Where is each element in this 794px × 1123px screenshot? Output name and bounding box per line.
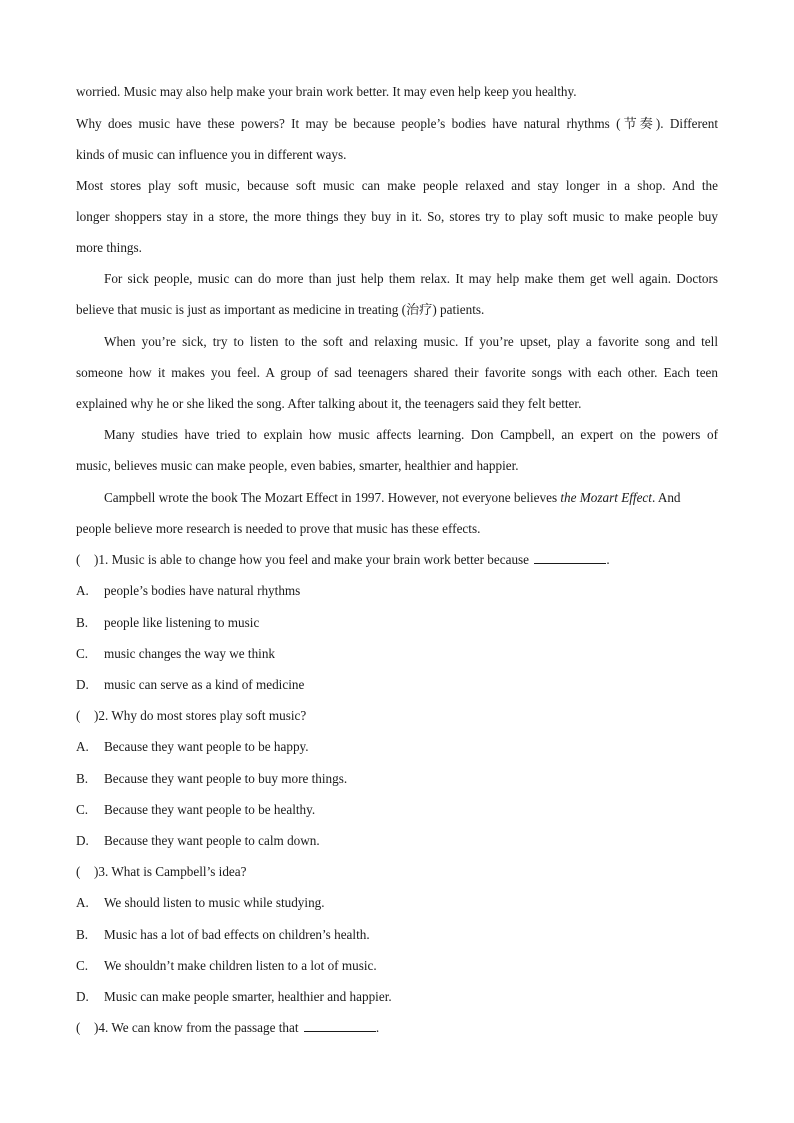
option-text: music can serve as a kind of medicine xyxy=(104,677,305,692)
option-text: Because they want people to be healthy. xyxy=(104,802,316,817)
answer-bracket[interactable]: ( xyxy=(76,1020,81,1035)
question-text: )3. What is Campbell’s idea? xyxy=(94,864,247,879)
passage-text: Campbell wrote the book The Mozart Effect in 1997. However, not everyone believes xyxy=(104,490,561,505)
option-2a[interactable] xyxy=(76,739,309,755)
option-3a[interactable] xyxy=(76,895,325,911)
option-letter: B. xyxy=(76,771,89,786)
option-1d[interactable] xyxy=(76,677,304,693)
answer-blank[interactable] xyxy=(534,552,606,564)
option-1b[interactable] xyxy=(76,615,259,631)
question-end: . xyxy=(375,1020,380,1035)
option-text: music changes the way we think xyxy=(104,646,276,661)
option-text: Because they want people to be happy. xyxy=(104,739,309,754)
book-title-italic: the Mozart Effect xyxy=(560,490,652,505)
question-end: . xyxy=(606,552,610,567)
answer-blank[interactable] xyxy=(304,1020,376,1032)
question-text: )4. We can know from the passage that xyxy=(94,1020,299,1035)
option-letter: D. xyxy=(76,989,89,1004)
question-1 xyxy=(76,552,610,568)
option-2d[interactable] xyxy=(76,833,320,849)
option-2c[interactable] xyxy=(76,802,315,818)
option-3b[interactable] xyxy=(76,927,370,943)
question-3 xyxy=(76,864,246,880)
option-text: We should listen to music while studying. xyxy=(104,895,325,910)
passage-line: someone how it makes you feel. A group of sad teenagers shared their favorite songs with each other. Each teen xyxy=(76,365,718,380)
passage-line: kinds of music can influence you in different ways. xyxy=(76,147,347,162)
option-letter: C. xyxy=(76,646,89,661)
passage-line: For sick people, music can do more than just help them relax. It may help make them get well again. Doctors xyxy=(104,271,718,286)
question-text: )1. Music is able to change how you feel and make your brain work better because xyxy=(94,552,530,567)
passage-line: people believe more research is needed to prove that music has these effects. xyxy=(76,521,481,536)
option-letter: D. xyxy=(76,833,89,848)
option-2b[interactable] xyxy=(76,771,347,787)
passage-line xyxy=(104,490,718,506)
option-letter: C. xyxy=(76,802,89,817)
option-1a[interactable] xyxy=(76,583,300,599)
answer-bracket[interactable]: ( xyxy=(76,708,81,723)
option-text: Because they want people to calm down. xyxy=(104,833,320,848)
option-text: people like listening to music xyxy=(104,615,260,630)
passage-line: music, believes music can make people, even babies, smarter, healthier and happier. xyxy=(76,458,519,473)
option-text: Music has a lot of bad effects on children’s health. xyxy=(104,927,370,942)
answer-bracket[interactable]: ( xyxy=(76,552,81,567)
option-1c[interactable] xyxy=(76,646,275,662)
passage-line: explained why he or she liked the song. After talking about it, the teenagers said they felt better. xyxy=(76,396,582,411)
option-letter: B. xyxy=(76,927,89,942)
passage-line: believe that music is just as important as medicine in treating (治疗) patients. xyxy=(76,302,485,317)
option-letter: D. xyxy=(76,677,89,692)
option-3d[interactable] xyxy=(76,989,392,1005)
option-letter: A. xyxy=(76,583,89,598)
question-4 xyxy=(76,1020,379,1036)
option-text: We shouldn’t make children listen to a lot of music. xyxy=(104,958,377,973)
option-text: Music can make people smarter, healthier and happier. xyxy=(104,989,392,1004)
option-letter: B. xyxy=(76,615,89,630)
option-text: Because they want people to buy more things. xyxy=(104,771,348,786)
passage-line: When you’re sick, try to listen to the soft and relaxing music. If you’re upset, play a favorite song and tell xyxy=(104,334,718,349)
option-text: people’s bodies have natural rhythms xyxy=(104,583,301,598)
option-letter: A. xyxy=(76,895,89,910)
passage-line: Many studies have tried to explain how music affects learning. Don Campbell, an expert on the powers of xyxy=(104,427,718,442)
passage-line: more things. xyxy=(76,240,142,255)
option-letter: C. xyxy=(76,958,89,973)
passage-line: worried. Music may also help make your brain work better. It may even help keep you healthy. xyxy=(76,84,577,99)
option-3c[interactable] xyxy=(76,958,377,974)
passage-line: Why does music have these powers? It may be because people’s bodies have natural rhythms (节奏). Different xyxy=(76,116,718,131)
question-text: )2. Why do most stores play soft music? xyxy=(94,708,307,723)
passage-line: longer shoppers stay in a store, the more things they buy in it. So, stores try to play soft music to make people buy xyxy=(76,209,718,224)
passage-line: Most stores play soft music, because soft music can make people relaxed and stay longer in a shop. And the xyxy=(76,178,718,193)
question-2 xyxy=(76,708,306,724)
passage-text: . And xyxy=(651,490,681,505)
answer-bracket[interactable]: ( xyxy=(76,864,81,879)
option-letter: A. xyxy=(76,739,89,754)
